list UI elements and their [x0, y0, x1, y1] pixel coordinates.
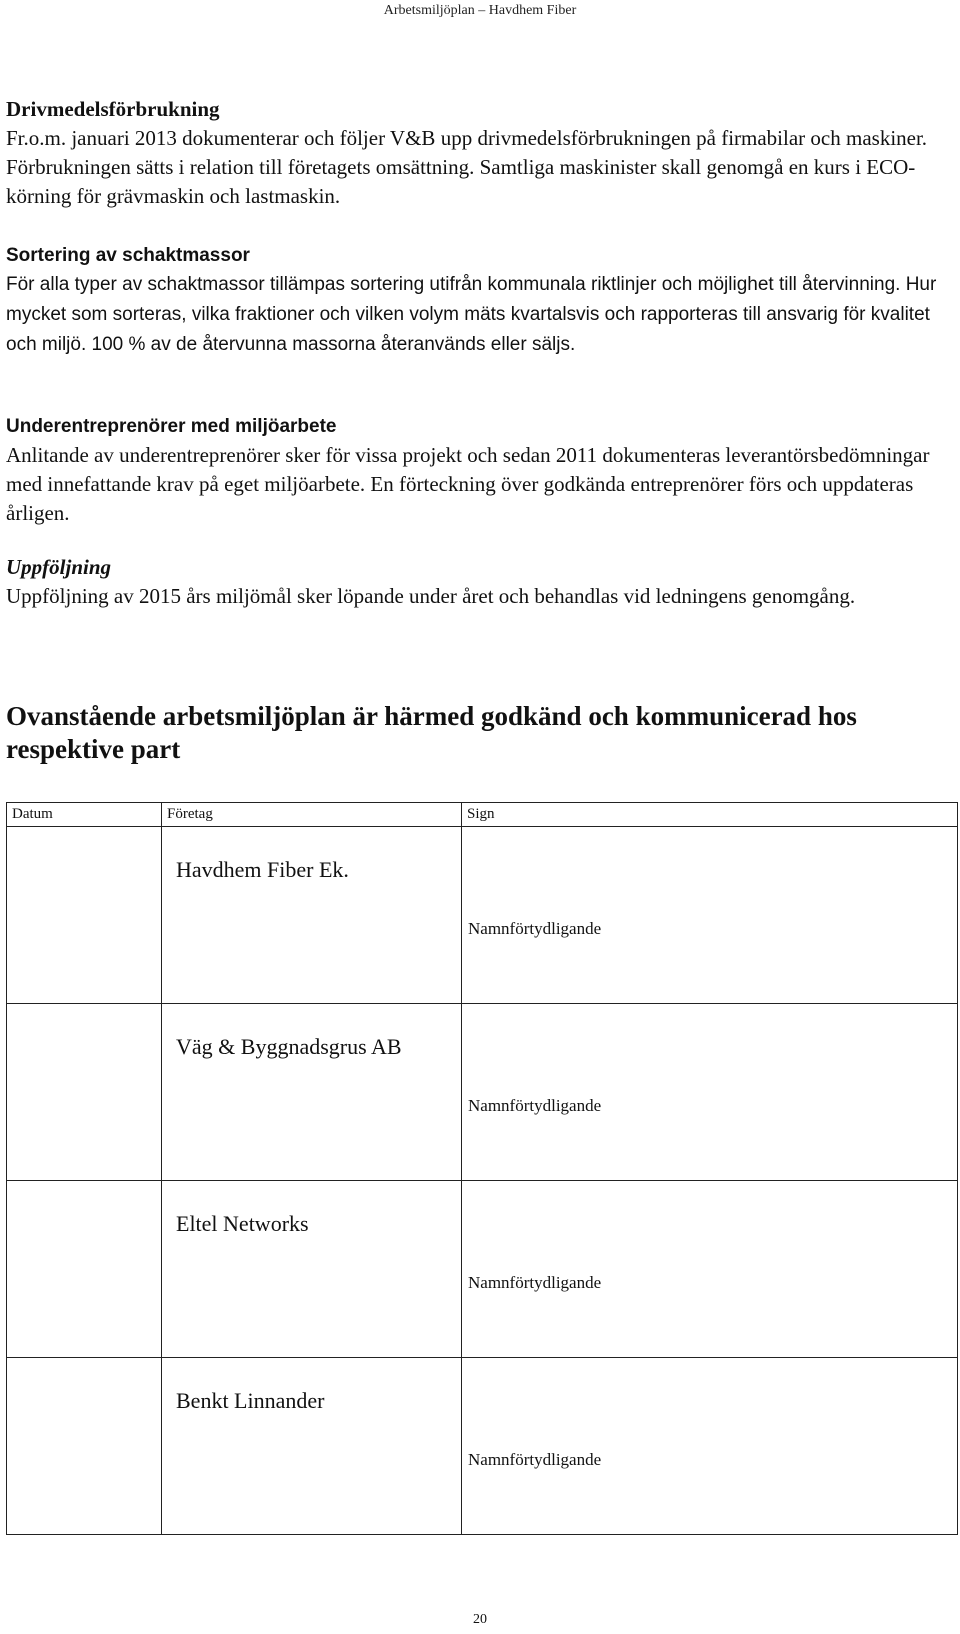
date-cell[interactable] — [7, 827, 162, 1004]
sign-cell[interactable] — [462, 1004, 958, 1181]
section-followup — [6, 553, 946, 611]
company-name: Väg & Byggnadsgrus AB — [176, 1034, 402, 1059]
section-text: För alla typer av schaktmassor tillämpas sortering utifrån kommunala riktlinjer och möjlighet till återvinning. Hur mycket som sorteras, vilka fraktioner och vilken volym mäts kvartalsvis och rapporteras till ansvarig för kvalitet och miljö. 100 % av de återvunna massorna återanvänds eller säljs. — [6, 274, 937, 355]
table-row — [7, 827, 958, 1004]
name-clarification-label: Namnförtydligande — [468, 1096, 602, 1115]
name-clarification-label: Namnförtydligande — [468, 919, 602, 938]
page-header: Arbetsmiljöplan – Havdhem Fiber — [383, 3, 577, 18]
document-body-4 — [6, 553, 946, 625]
column-header: Datum — [7, 803, 162, 827]
approval-heading: Ovanstående arbetsmiljöplan är härmed godkänd och kommunicerad hos respektive part — [6, 701, 857, 764]
section-title: Sortering av schaktmassor — [6, 245, 250, 266]
document-body-2 — [6, 241, 946, 374]
section-subcontractors — [6, 412, 946, 528]
section-text: Anlitande av underentreprenörer sker för vissa projekt och sedan 2011 dokumenteras leverantörsbedömningar med innefattande krav på eget miljöarbete. En förteckning över godkända entreprenörer förs och uppdateras årligen. — [6, 443, 930, 525]
document-body — [6, 95, 946, 225]
column-header: Sign — [462, 803, 958, 827]
table-row — [7, 1181, 958, 1358]
company-name: Eltel Networks — [176, 1211, 309, 1236]
table-header-row — [7, 803, 958, 827]
company-cell — [162, 827, 462, 1004]
document-body-3 — [6, 412, 946, 542]
company-cell — [162, 1181, 462, 1358]
section-text: Uppföljning av 2015 års miljömål sker löpande under året och behandlas vid ledningens genomgång. — [6, 584, 856, 608]
sign-cell[interactable] — [462, 827, 958, 1004]
signature-table — [6, 802, 958, 1535]
section-title: Uppföljning — [6, 555, 112, 579]
date-cell[interactable] — [7, 1181, 162, 1358]
name-clarification-label: Namnförtydligande — [468, 1273, 602, 1292]
date-cell[interactable] — [7, 1358, 162, 1535]
section-sorting — [6, 241, 946, 360]
table-row — [7, 1004, 958, 1181]
column-header: Företag — [162, 803, 462, 827]
section-title: Drivmedelsförbrukning — [6, 97, 220, 121]
sign-cell[interactable] — [462, 1181, 958, 1358]
company-cell — [162, 1358, 462, 1535]
date-cell[interactable] — [7, 1004, 162, 1181]
section-text: Fr.o.m. januari 2013 dokumenterar och följer V&B upp drivmedelsförbrukningen på firmabilar och maskiner. Förbrukningen sätts i relation till företagets omsättning. Samtliga maskinister skall genomgå en kurs i ECO-körning för grävmaskin och lastmaskin. — [6, 126, 928, 208]
company-name: Benkt Linnander — [176, 1388, 325, 1413]
section-title: Underentreprenörer med miljöarbete — [6, 416, 337, 437]
company-cell — [162, 1004, 462, 1181]
table-row — [7, 1358, 958, 1535]
page-number: 20 — [473, 1612, 487, 1627]
section-fuel — [6, 95, 946, 211]
name-clarification-label: Namnförtydligande — [468, 1450, 602, 1469]
company-name: Havdhem Fiber Ek. — [176, 857, 349, 882]
sign-cell[interactable] — [462, 1358, 958, 1535]
